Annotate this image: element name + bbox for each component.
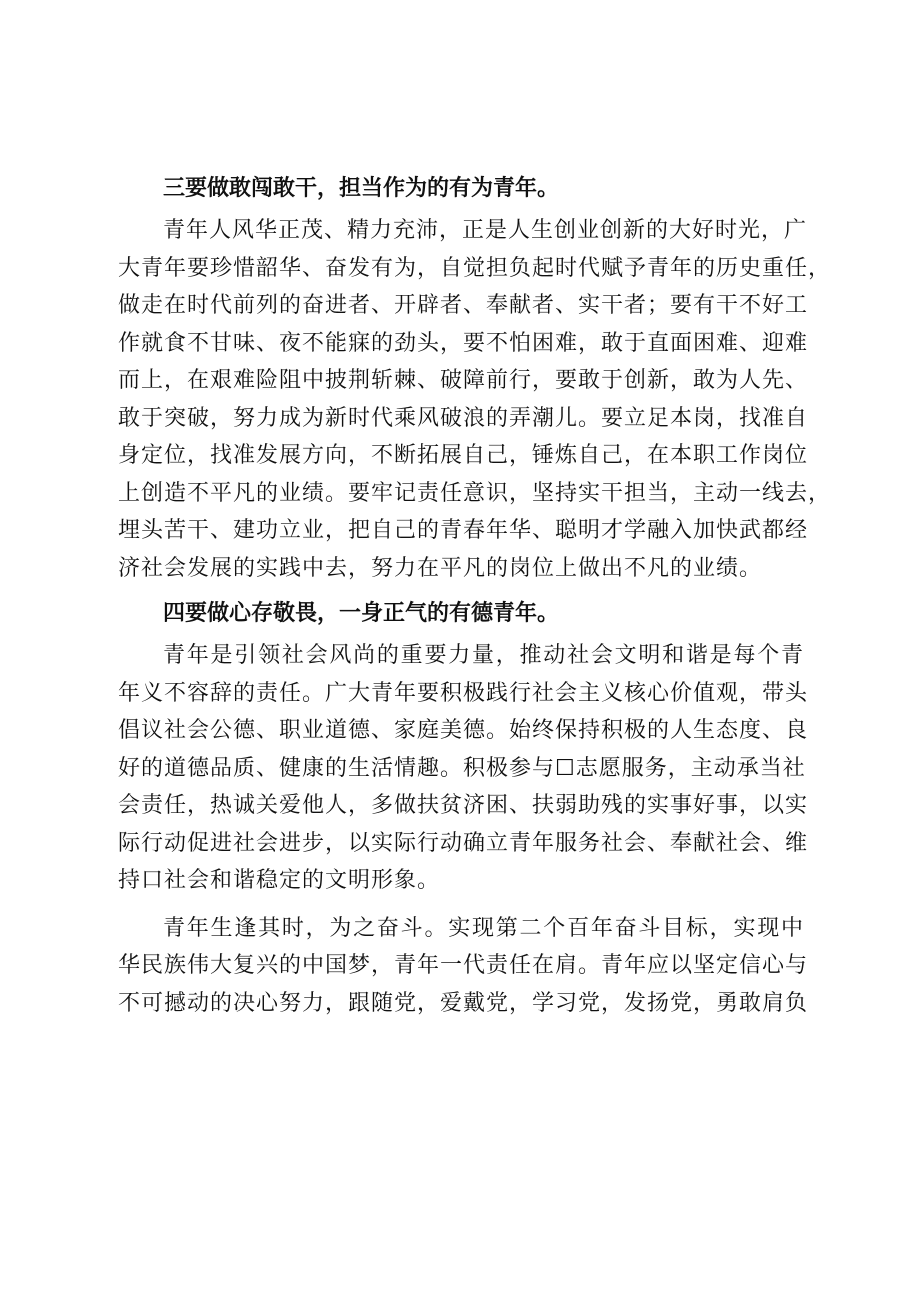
paragraph-line: 青年人风华正茂、精力充沛，正是人生创业创新的大好时光，广 [163, 218, 808, 243]
paragraph-line: 而上，在艰难险阻中披荆斩棘、破障前行，要敢于创新，敢为人先、 [118, 368, 809, 393]
paragraph-line: 会责任，热诚关爱他人，多做扶贫济困、扶弱助残的实事好事，以实 [118, 793, 809, 818]
paragraph-line: 敢于突破，努力成为新时代乘风破浪的弄潮儿。要立足本岗，找准自 [118, 405, 809, 431]
spacer [118, 900, 804, 910]
paragraph-line: 好的道德品质、健康的生活情趣。积极参与☐志愿服务，主动承当社 [118, 755, 806, 781]
paragraph-line: 埋头苦干、建功立业，把自己的青春年华、聪明才学融入加快武都经 [118, 518, 809, 543]
paragraph-line: 做走在时代前列的奋进者、开辟者、奉献者、实干者；要有干不好工 [118, 293, 809, 318]
paragraph-line: 华民族伟大复兴的中国梦，青年一代责任在肩。青年应以坚定信心与 [118, 953, 809, 978]
section-heading-3: 三要做敢闯敢干，担当作为的有为青年。 [163, 175, 560, 201]
paragraph-line: 不可撼动的决心努力，跟随党，爱戴党，学习党，发扬党，勇敢肩负 [118, 990, 809, 1016]
paragraph-line: 上创造不平凡的业绩。要牢记责任意识，坚持实干担当，主动一线去， [118, 480, 832, 506]
paragraph-line: 青年是引领社会风尚的重要力量，推动社会文明和谐是每个青 [163, 643, 804, 668]
document-page [118, 170, 832, 1022]
paragraph-line: 大青年要珍惜韶华、奋发有为，自觉担负起时代赋予青年的历史重任， [118, 255, 832, 281]
paragraph-line: 身定位，找准发展方向，不断拓展自己，锤炼自己，在本职工作岗位 [118, 443, 809, 468]
spacer [118, 587, 804, 595]
paragraph-line: 济社会发展的实践中去，努力在平凡的岗位上做出不凡的业绩。 [118, 555, 763, 581]
paragraph-line: 倡议社会公德、职业道德、家庭美德。始终保持积极的人生态度、良 [118, 718, 809, 743]
paragraph-line: 青年生逢其时，为之奋斗。实现第二个百年奋斗目标，实现中 [163, 915, 804, 941]
paragraph-line: 际行动促进社会进步，以实际行动确立青年服务社会、奉献社会、维 [118, 830, 809, 856]
paragraph-line: 年义不容辞的责任。广大青年要积极践行社会主义核心价值观，带头 [118, 680, 809, 706]
section-heading-4: 四要做心存敬畏，一身正气的有德青年。 [163, 600, 560, 626]
paragraph-line: 作就食不甘味、夜不能寐的劲头，要不怕困难，敢于直面困难、迎难 [118, 330, 809, 356]
paragraph-line: 持口社会和谐稳定的文明形象。 [118, 868, 441, 893]
